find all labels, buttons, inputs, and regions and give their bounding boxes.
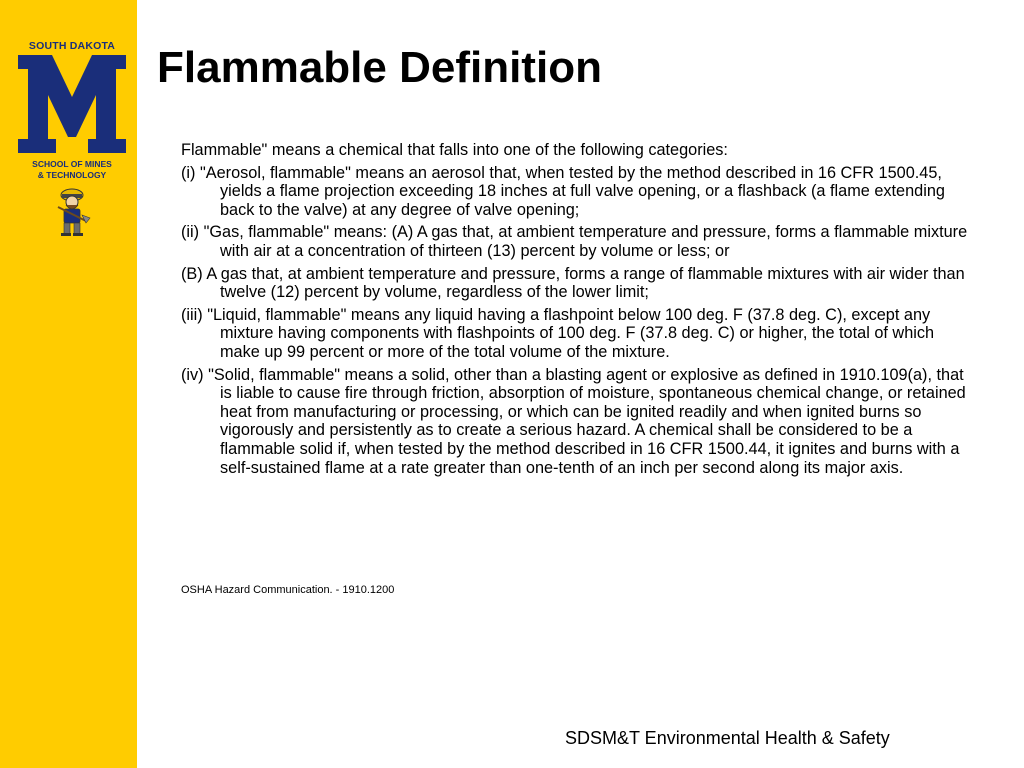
body-paragraph-gas-a: (ii) "Gas, flammable" means: (A) A gas that, at ambient temperature and pressure, forms a flammable mixture with air at a concentration of thirteen (13) percent by volume or less; or [181, 223, 968, 260]
m-letter-icon [18, 55, 126, 153]
body-paragraph-intro: Flammable" means a chemical that falls into one of the following categories: [181, 141, 728, 159]
logo-bottom-text [12, 159, 132, 181]
body-paragraph-solid: (iv) "Solid, flammable" means a solid, other than a blasting agent or explosive as defined in 1910.109(a), that is liable to cause fire through friction, absorption of moisture, spontaneous chemical change, or retained heat from manufacturing or processing, or which can be ignited readily and when ignited burns so vigorously and persistently as to create a serious hazard. A chemical shall be considered to be a flammable solid if, when tested by the method described in 16 CFR 1500.44, it ignites and burns with a self-sustained flame at a rate greater than one-tenth of an inch per second along its major axis. [181, 365, 966, 477]
body-paragraph-liquid: (iii) "Liquid, flammable" means any liquid having a flashpoint below 100 deg. F (37.8 deg. C), except any mixture having components with flashpoints of 100 deg. F (37.8 deg. C) or higher, the total of which make up 99 percent or more of the total volume of the mixture. [181, 305, 935, 361]
sidebar [0, 0, 137, 768]
body-paragraph-gas-b: (B) A gas that, at ambient temperature and pressure, forms a range of flammable mixtures with air wider than twelve (12) percent by volume, regardless of the lower limit; [181, 264, 965, 302]
source-citation: OSHA Hazard Communication. - 1910.1200 [181, 584, 395, 596]
school-logo [12, 40, 132, 237]
slide-title: Flammable Definition [157, 43, 602, 92]
body-paragraph-aerosol: (i) "Aerosol, flammable" means an aerosol that, when tested by the method described in 16 CFR 1500.45, yields a flame projection exceeding 18 inches at full valve opening, or a flashback (a flame extending back to the valve) at any degree of valve opening; [181, 163, 945, 219]
logo-bottom-line2: & TECHNOLOGY [37, 170, 107, 180]
slide-body [181, 141, 976, 481]
footer-text: SDSM&T Environmental Health & Safety [565, 728, 890, 748]
logo-bottom-line1: SCHOOL OF MINES [32, 159, 112, 169]
miner-mascot-icon [52, 185, 92, 237]
logo-top-text: SOUTH DAKOTA [28, 40, 116, 52]
